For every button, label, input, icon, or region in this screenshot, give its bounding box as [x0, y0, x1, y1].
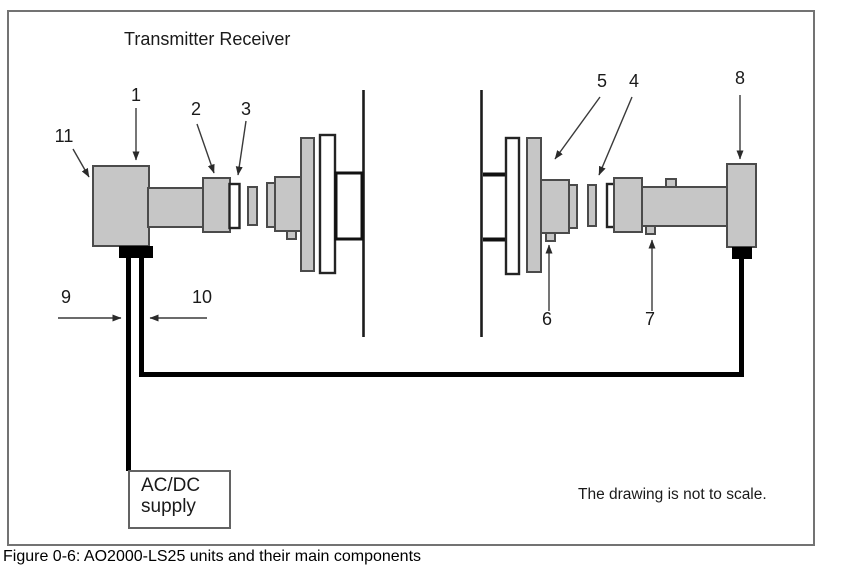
callout-9: 9: [60, 287, 72, 307]
callout-3-arrow: [238, 121, 246, 175]
flange-tab-left: [287, 231, 296, 239]
callout-2: 2: [190, 99, 202, 119]
callout-10: 10: [191, 287, 213, 307]
receiver-flange-block: [541, 180, 569, 233]
duct-stub-left: [336, 173, 362, 239]
callout-1: 1: [130, 85, 142, 105]
transmitter-optics-head: [203, 178, 230, 232]
acdc-supply-label-line1: AC/DC: [141, 475, 201, 496]
receiver-top-tab: [666, 179, 676, 187]
callout-8: 8: [734, 68, 746, 88]
purge-tab-left: [546, 233, 555, 241]
callout-5-arrow: [555, 97, 600, 159]
callout-5: 5: [596, 71, 608, 91]
mounting-plate-inner-right: [527, 138, 541, 272]
purge-tab-right: [646, 226, 655, 234]
transmitter-housing: [93, 166, 149, 246]
callout-4: 4: [628, 71, 640, 91]
callout-6: 6: [541, 309, 553, 329]
receiver-optics-head: [614, 178, 642, 232]
receiver-housing: [727, 164, 756, 247]
callout-11-arrow: [73, 149, 89, 177]
acdc-supply-label-line2: supply: [141, 496, 196, 517]
receiver-barrel: [642, 187, 727, 226]
callout-4-arrow: [599, 97, 632, 175]
transmitter-barrel: [148, 188, 204, 227]
receiver-flange-stub: [569, 185, 577, 228]
scale-note: The drawing is not to scale.: [578, 486, 767, 503]
flange-block-left: [275, 177, 302, 231]
receiver-window-plate: [588, 185, 596, 226]
callout-7: 7: [644, 309, 656, 329]
mounting-plate-inner-left: [301, 138, 314, 271]
callout-2-arrow: [197, 124, 214, 173]
callout-3: 3: [240, 99, 252, 119]
callout-11: 11: [54, 126, 74, 146]
acdc-supply-box: [128, 470, 231, 529]
receiver-cable-connector: [732, 247, 752, 259]
transmitter-window-ring: [230, 184, 240, 228]
mounting-plate-outer-right: [506, 138, 519, 274]
transmitter-cable-connector: [119, 246, 153, 258]
transmitter-lens-plate: [248, 187, 257, 225]
figure-caption: Figure 0-6: AO2000-LS25 units and their main components: [3, 548, 422, 565]
diagram-title: Transmitter Receiver: [124, 29, 291, 49]
mounting-plate-outer-left: [320, 135, 335, 273]
